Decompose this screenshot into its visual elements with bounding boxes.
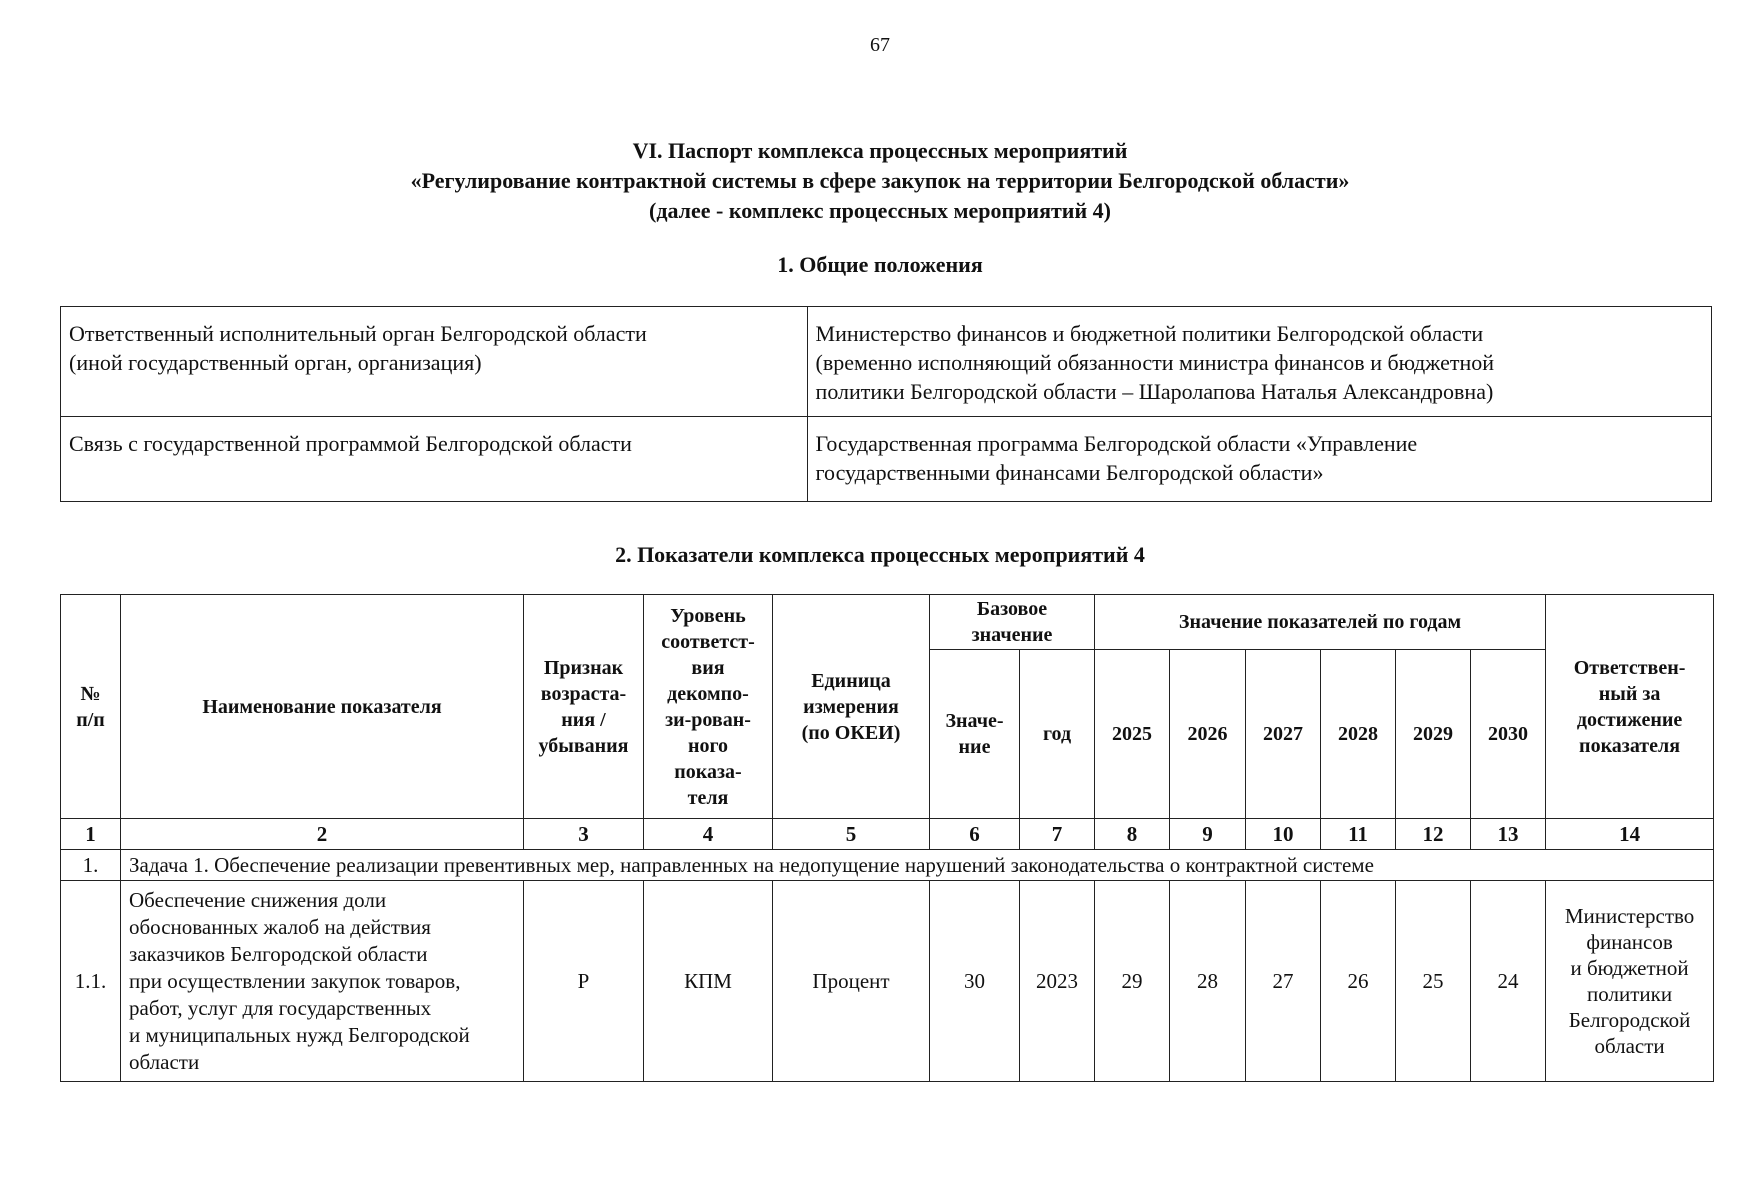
- text-line: области: [129, 1049, 200, 1074]
- text-line: Связь с государственной программой Белгородской области: [69, 431, 632, 456]
- column-number: 11: [1321, 819, 1396, 850]
- text-line: соответст-: [661, 630, 755, 653]
- header-level: [644, 595, 773, 819]
- general-value-program-link: [807, 417, 1711, 502]
- indicator-number: 1.1.: [61, 881, 121, 1082]
- general-label-responsible: [61, 307, 808, 417]
- column-number: 7: [1020, 819, 1095, 850]
- column-number-row: [61, 819, 1714, 850]
- document-title: [0, 136, 1760, 226]
- text-line: значение: [971, 624, 1053, 646]
- section-1-heading: 1. Общие положения: [777, 252, 983, 277]
- text-line: финансов: [1586, 930, 1673, 954]
- text-line: ние: [958, 736, 991, 758]
- indicator-level: КПМ: [644, 881, 773, 1082]
- text-line: (иной государственный орган, организация): [69, 350, 482, 375]
- indicator-value-2026: 28: [1170, 881, 1246, 1082]
- text-line: вия: [691, 656, 725, 679]
- text-line: обоснованных жалоб на действия: [129, 914, 431, 939]
- header-row-1: [61, 595, 1714, 650]
- indicator-base-value: 30: [930, 881, 1020, 1082]
- indicator-sign: Р: [524, 881, 644, 1082]
- general-row-responsible: [61, 307, 1712, 417]
- text-line: заказчиков Белгородской области: [129, 941, 428, 966]
- text-line: декомпо-: [667, 682, 749, 705]
- header-responsible: [1546, 595, 1714, 819]
- column-number: 1: [61, 819, 121, 850]
- text-line: (по ОКЕИ): [801, 721, 901, 744]
- text-line: показателя: [1579, 734, 1681, 757]
- header-year-2026: 2026: [1170, 650, 1246, 819]
- column-number: 3: [524, 819, 644, 850]
- text-line: Ответственный исполнительный орган Белгородской области: [69, 321, 647, 346]
- header-base-value: [930, 650, 1020, 819]
- column-number: 12: [1396, 819, 1471, 850]
- task-row: [61, 850, 1714, 881]
- text-line: Уровень: [670, 604, 746, 627]
- header-year-2027: 2027: [1246, 650, 1321, 819]
- indicator-value-2027: 27: [1246, 881, 1321, 1082]
- text-line: политики Белгородской области – Шаролапова Наталья Александровна): [815, 379, 1494, 404]
- text-line: показа-: [674, 760, 742, 783]
- text-line: политики: [1587, 982, 1673, 1006]
- column-number: 6: [930, 819, 1020, 850]
- column-number: 4: [644, 819, 773, 850]
- indicator-responsible: [1546, 881, 1714, 1082]
- title-line-1: VI. Паспорт комплекса процессных мероприятий: [632, 138, 1128, 163]
- indicator-row: [61, 881, 1714, 1082]
- text-line: возраста-: [540, 682, 627, 705]
- text-line: Министерство финансов и бюджетной политики Белгородской области: [815, 321, 1484, 346]
- indicator-base-year: 2023: [1020, 881, 1095, 1082]
- header-name: Наименование показателя: [121, 595, 524, 819]
- text-line: п/п: [76, 708, 105, 731]
- text-line: области: [1594, 1034, 1665, 1058]
- text-line: государственными финансами Белгородской области»: [815, 460, 1324, 485]
- text-line: Министерство: [1564, 904, 1695, 928]
- text-line: ния /: [561, 708, 606, 731]
- text-line: теля: [687, 786, 729, 809]
- column-number: 2: [121, 819, 524, 850]
- indicator-value-2025: 29: [1095, 881, 1170, 1082]
- header-sign: [524, 595, 644, 819]
- header-unit: [773, 595, 930, 819]
- header-base: [930, 595, 1095, 650]
- indicator-value-2028: 26: [1321, 881, 1396, 1082]
- text-line: Государственная программа Белгородской области «Управление: [815, 431, 1418, 456]
- indicator-unit: Процент: [773, 881, 930, 1082]
- text-line: при осуществлении закупок товаров,: [129, 968, 461, 993]
- general-row-program-link: [61, 417, 1712, 502]
- task-number: 1.: [61, 850, 121, 881]
- indicator-value-2030: 24: [1471, 881, 1546, 1082]
- title-line-3: (далее - комплекс процессных мероприятий 4): [649, 198, 1111, 223]
- text-line: (временно исполняющий обязанности министра финансов и бюджетной: [815, 350, 1495, 375]
- header-base-year: год: [1020, 650, 1095, 819]
- column-number: 14: [1546, 819, 1714, 850]
- column-number: 5: [773, 819, 930, 850]
- header-year-2025: 2025: [1095, 650, 1170, 819]
- text-line: №: [80, 682, 101, 705]
- indicator-value-2029: 25: [1396, 881, 1471, 1082]
- text-line: зи-рован-: [665, 708, 751, 731]
- text-line: работ, услуг для государственных: [129, 995, 432, 1020]
- text-line: ный за: [1598, 682, 1661, 705]
- column-number: 9: [1170, 819, 1246, 850]
- column-number: 13: [1471, 819, 1546, 850]
- text-line: Единица: [811, 669, 891, 692]
- indicators-table: [60, 594, 1714, 1082]
- text-line: измерения: [803, 695, 899, 718]
- text-line: Ответствен-: [1573, 656, 1686, 679]
- task-text: Задача 1. Обеспечение реализации превентивных мер, направленных на недопущение нарушений законодательства о контрактной системе: [121, 850, 1714, 881]
- column-number: 10: [1246, 819, 1321, 850]
- text-line: ного: [687, 734, 729, 757]
- header-year-2030: 2030: [1471, 650, 1546, 819]
- text-line: Базовое: [976, 598, 1048, 620]
- text-line: достижение: [1576, 708, 1683, 731]
- text-line: Белгородской: [1568, 1008, 1691, 1032]
- header-years-group: Значение показателей по годам: [1095, 595, 1546, 650]
- header-year-2029: 2029: [1396, 650, 1471, 819]
- general-value-responsible: [807, 307, 1711, 417]
- section-2-heading: 2. Показатели комплекса процессных мероприятий 4: [615, 542, 1145, 567]
- general-label-program-link: [61, 417, 808, 502]
- title-line-2: «Регулирование контрактной системы в сфере закупок на территории Белгородской области»: [410, 168, 1350, 193]
- text-line: убывания: [538, 734, 629, 757]
- text-line: и бюджетной: [1570, 956, 1689, 980]
- general-provisions-table: [60, 306, 1712, 502]
- text-line: Признак: [543, 656, 624, 679]
- header-year-2028: 2028: [1321, 650, 1396, 819]
- column-number: 8: [1095, 819, 1170, 850]
- page-number: 67: [870, 34, 890, 56]
- text-line: и муниципальных нужд Белгородской: [129, 1022, 470, 1047]
- header-num: [61, 595, 121, 819]
- text-line: Обеспечение снижения доли: [129, 887, 387, 912]
- text-line: Значе-: [945, 710, 1004, 732]
- indicator-name: [121, 881, 524, 1082]
